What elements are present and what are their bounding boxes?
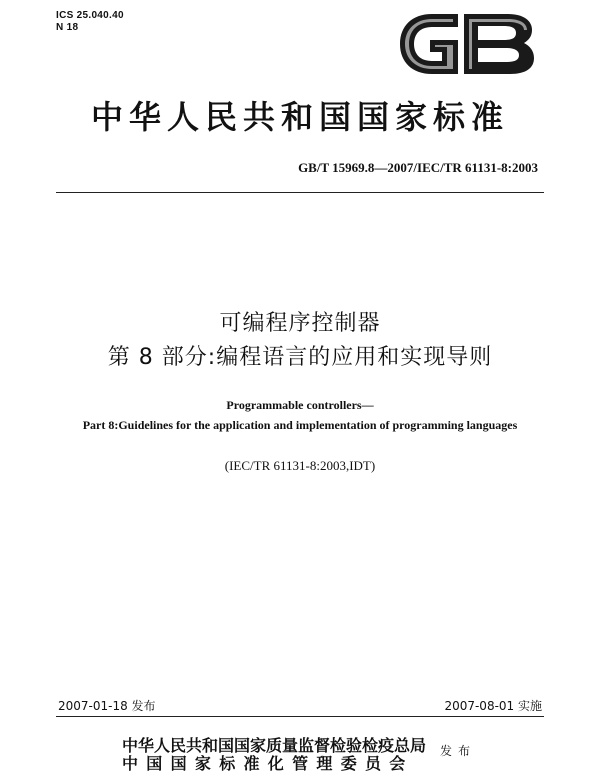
title-cn-line2: 第 8 部分:编程语言的应用和实现导则 (107, 345, 493, 370)
issuer-line1: 中华人民共和国国家质量监督检验检疫总局 (122, 736, 427, 755)
title-en-line2: Part 8:Guidelines for the application and implementation of programming languages (82, 418, 518, 432)
title-cn-line1: 可编程序控制器 (219, 311, 381, 336)
international-equivalence: (IEC/TR 61131-8:2003,IDT) (224, 458, 376, 473)
standard-name-cn: 中华人民共和国国家标准 (90, 98, 509, 136)
ics-code: ICS 25.040.40 (56, 10, 124, 21)
title-en-line1: Programmable controllers— (226, 398, 374, 412)
bottom-divider (56, 716, 544, 717)
top-divider (56, 192, 544, 193)
standard-number: GB/T 15969.8—2007/IEC/TR 61131-8:2003 (298, 160, 538, 175)
gb-logo-letter-g (400, 14, 458, 74)
issue-date: 2007-01-18 发布 (58, 699, 156, 713)
ccs-code: N 18 (56, 22, 79, 33)
issuer-line2: 中国国家标准化管理委员会 (122, 754, 414, 773)
gb-logo-icon (398, 12, 536, 76)
gb-logo-graphic (398, 12, 536, 76)
publish-label: 发布 (440, 744, 477, 758)
classification-codes (56, 10, 124, 34)
implementation-date: 2007-08-01 实施 (444, 699, 542, 713)
gb-logo-letter-b (464, 14, 534, 74)
